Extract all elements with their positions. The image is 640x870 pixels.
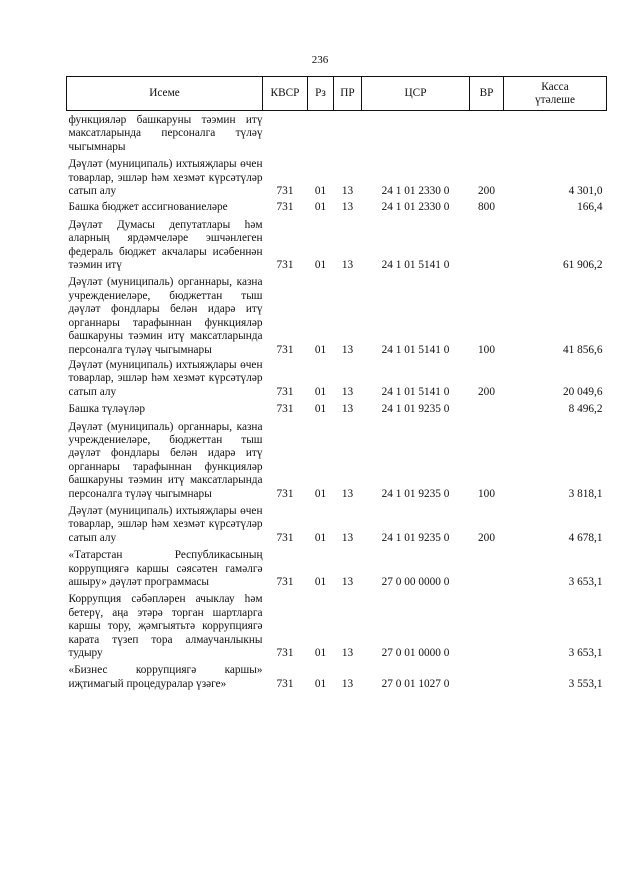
row-sum: 3 818,1 — [568, 487, 603, 500]
row-sum: 3 653,1 — [568, 647, 603, 660]
row-vr: 100 — [478, 343, 495, 356]
row-csr: 27 0 01 0000 0 — [381, 647, 450, 660]
row-csr: 24 1 01 2330 0 — [381, 185, 450, 198]
header-kvsr: КВСР — [263, 77, 308, 111]
row-name: Дәүләт (муниципаль) ихтыяҗлары өчен товарлар, эшләр һәм хезмәт күрсәтүләр сатып алу — [68, 158, 263, 198]
row-csr: 24 1 01 5141 0 — [381, 343, 450, 356]
row-kvsr: 731 — [276, 531, 294, 544]
row-vr: 200 — [478, 385, 495, 398]
row-sum: 4 301,0 — [568, 185, 603, 198]
row-csr: 24 1 01 9235 0 — [381, 531, 450, 544]
row-name: функцияләр башкаруны тәэмин итү максатларында персоналга түләү чыгымнары — [68, 114, 263, 153]
row-csr: 27 0 01 1027 0 — [381, 677, 450, 690]
table-row — [67, 501, 607, 545]
row-kvsr: 731 — [276, 647, 294, 660]
header-csr: ЦСР — [362, 77, 470, 111]
row-name: Башка түләүләр — [68, 403, 146, 416]
table-header-row — [67, 77, 607, 111]
row-vr — [470, 545, 504, 589]
table-row — [67, 198, 607, 214]
budget-table — [66, 76, 607, 691]
row-sum: 4 678,1 — [568, 531, 603, 544]
row-csr: 24 1 01 5141 0 — [381, 259, 450, 272]
row-csr: 24 1 01 5141 0 — [381, 385, 450, 398]
table-row — [67, 357, 607, 399]
row-sum: 3 553,1 — [568, 677, 603, 690]
row-vr — [470, 589, 504, 660]
row-kvsr: 731 — [276, 343, 294, 356]
row-pr: 13 — [341, 576, 354, 588]
row-pr: 13 — [341, 403, 354, 416]
row-pr: 13 — [341, 185, 354, 198]
header-vr: ВР — [470, 77, 504, 111]
row-vr: 100 — [478, 487, 495, 500]
table-row — [67, 660, 607, 691]
row-kvsr: 731 — [276, 259, 294, 272]
row-rz: 01 — [314, 259, 327, 272]
row-csr — [362, 111, 470, 155]
row-name: «Бизнес коррупциягә каршы» иҗтимагый процедуралар үзәге» — [68, 664, 263, 690]
row-sum: 20 049,6 — [562, 385, 603, 398]
row-rz: 01 — [314, 185, 327, 198]
row-pr: 13 — [341, 259, 354, 272]
row-vr: 800 — [478, 201, 495, 214]
row-sum: 41 856,6 — [562, 343, 603, 356]
row-csr: 27 0 00 0000 0 — [381, 576, 450, 588]
table-row — [67, 215, 607, 273]
table-row — [67, 417, 607, 501]
row-kvsr: 731 — [276, 677, 294, 690]
row-pr: 13 — [341, 343, 354, 356]
row-vr — [470, 215, 504, 273]
row-rz: 01 — [314, 385, 327, 398]
row-name: Коррупция сәбәпләрен ачыклау һәм бетерү, аңа этәрә торган шартларга каршы тору, җәмгыятьтә коррупциягә карата түзеп тора алмаучанлыкны тудыру — [68, 593, 263, 660]
row-name: Дәүләт (муниципаль) органнары, казна учреждениеләре, бюджеттан тыш дәүләт фондлары белән идарә итү органнары тарафыннан функцияләр башкаруны тәэмин итү максатларында персоналга түләү чыгымнары — [68, 276, 263, 356]
table-row — [67, 399, 607, 416]
row-vr: 200 — [478, 185, 495, 198]
row-rz: 01 — [314, 403, 327, 416]
row-pr: 13 — [341, 201, 354, 214]
table-row — [67, 154, 607, 198]
table-body — [67, 111, 607, 692]
header-sum-line1: Касса — [541, 80, 569, 93]
row-kvsr: 731 — [276, 487, 294, 500]
table-row — [67, 272, 607, 356]
row-kvsr: 731 — [276, 385, 294, 398]
table-row — [67, 589, 607, 660]
row-name: Башка бюджет ассигнованиеләре — [68, 201, 228, 214]
row-rz: 01 — [314, 576, 327, 588]
row-csr: 24 1 01 9235 0 — [381, 403, 450, 416]
row-sum — [504, 111, 607, 155]
page-number: 236 — [311, 54, 329, 66]
row-pr — [334, 111, 362, 155]
row-rz: 01 — [314, 201, 327, 214]
row-vr — [470, 660, 504, 691]
header-rz: Рз — [308, 77, 334, 111]
row-kvsr: 731 — [276, 201, 294, 214]
header-name: Исеме — [67, 77, 263, 111]
row-sum: 8 496,2 — [568, 403, 603, 416]
row-name: Дәүләт (муниципаль) ихтыяҗлары өчен товарлар, эшләр һәм хезмәт күрсәтүләр сатып алу — [68, 504, 263, 544]
row-sum: 61 906,2 — [562, 259, 603, 272]
row-pr: 13 — [341, 647, 354, 660]
row-sum: 3 653,1 — [568, 576, 603, 588]
row-kvsr: 731 — [276, 403, 294, 416]
header-sum — [504, 77, 607, 111]
row-rz: 01 — [314, 647, 327, 660]
row-name: Дәүләт (муниципаль) органнары, казна учреждениеләре, бюджеттан тыш дәүләт фондлары белән идарә итү органнары тарафыннан функцияләр башкаруны тәэмин итү максатларында персоналга түләү чыгымнары — [68, 420, 263, 500]
header-pr: ПР — [334, 77, 362, 111]
row-name: Дәүләт (муниципаль) ихтыяҗлары өчен товарлар, эшләр һәм хезмәт күрсәтүләр сатып алу — [68, 358, 263, 398]
row-pr: 13 — [341, 531, 354, 544]
row-rz: 01 — [314, 343, 327, 356]
row-pr: 13 — [341, 677, 354, 690]
table-row — [67, 545, 607, 589]
row-name: «Татарстан Республикасының коррупциягә каршы сәясәтен гамәлгә ашыру» дәүләт программасы — [68, 549, 263, 588]
row-rz — [308, 111, 334, 155]
row-vr — [470, 111, 504, 155]
row-pr: 13 — [341, 385, 354, 398]
row-csr: 24 1 01 2330 0 — [381, 201, 450, 214]
row-pr: 13 — [341, 487, 354, 500]
row-kvsr: 731 — [276, 185, 294, 198]
row-rz: 01 — [314, 677, 327, 690]
row-rz: 01 — [314, 531, 327, 544]
row-sum: 166,4 — [577, 201, 603, 214]
row-kvsr — [263, 111, 308, 155]
row-kvsr: 731 — [276, 576, 294, 588]
row-name: Дәүләт Думасы депутатлары һәм аларның ярдәмчеләре эшчәнлеген федераль бюджет акчалары исәбеннән тәэмин итү — [68, 218, 263, 272]
header-sum-line2: үтәлеше — [535, 93, 575, 106]
row-vr — [470, 399, 504, 416]
row-csr: 24 1 01 9235 0 — [381, 487, 450, 500]
table-row — [67, 111, 607, 155]
row-rz: 01 — [314, 487, 327, 500]
row-vr: 200 — [478, 531, 495, 544]
